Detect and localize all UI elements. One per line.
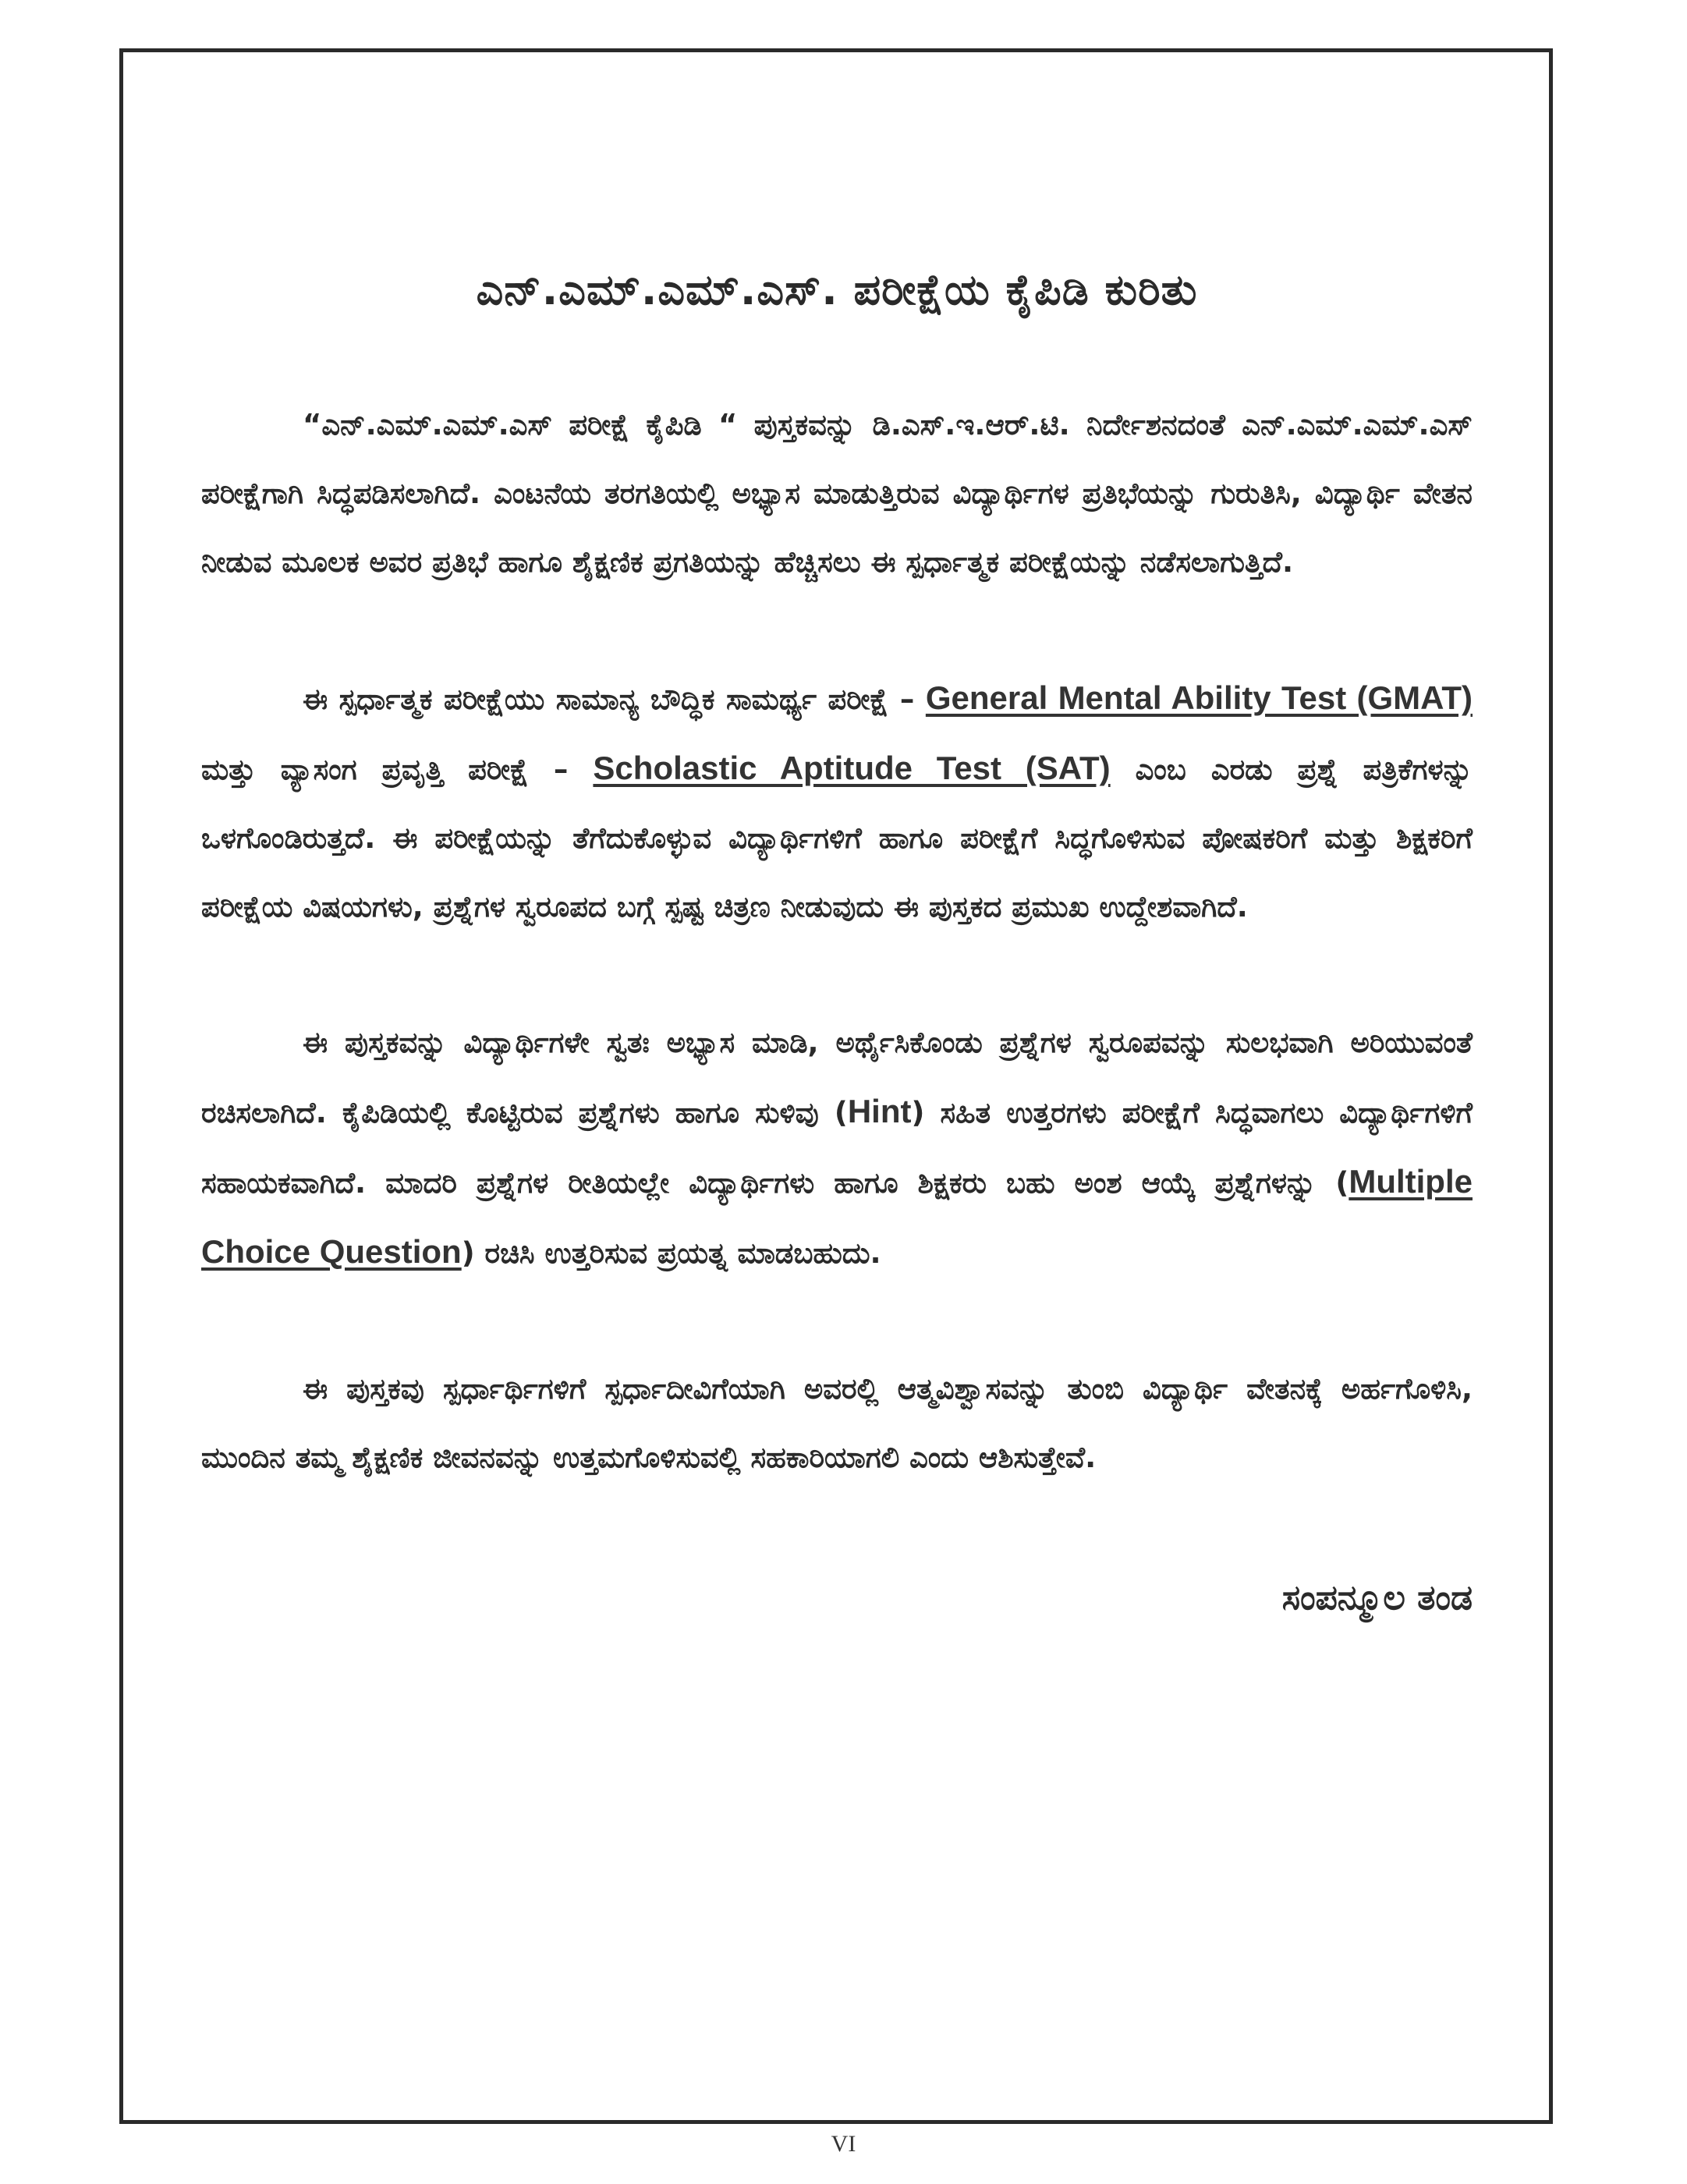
paragraph-2-text-1: ಈ ಸ್ಪರ್ಧಾತ್ಮಕ ಪರೀಕ್ಷೆಯು ಸಾಮಾನ್ಯ ಬೌದ್ಧಿಕ ಸಾಮರ್ಥ್ಯ ಪರೀಕ್ಷೆ – <box>303 682 926 716</box>
signature: ಸಂಪನ್ಮೂಲ ತಂಡ <box>1281 1577 1473 1618</box>
paragraph-3 <box>201 1009 1473 1288</box>
paragraph-4: ಈ ಪುಸ್ತಕವು ಸ್ಪರ್ಧಾರ್ಥಿಗಳಿಗೆ ಸ್ಪರ್ಧಾದೀವಿಗೆಯಾಗಿ ಅವರಲ್ಲಿ ಆತ್ಮವಿಶ್ವಾಸವನ್ನು ತುಂಬಿ ವಿದ್ಯಾರ್ಥಿ ವೇತನಕ್ಕೆ ಅರ್ಹಗೊಳಿಸಿ, ಮುಂದಿನ ತಮ್ಮ ಶೈಕ್ಷಣಿಕ ಜೀವನವನ್ನು ಉತ್ತಮಗೊಳಿಸುವಲ್ಲಿ ಸಹಕಾರಿಯಾಗಲಿ ಎಂದು ಆಶಿಸುತ್ತೇವೆ. <box>201 1371 1473 1474</box>
paragraph-3-text-2: ) ಸಹಿತ ಉತ್ತರಗಳು ಪರೀಕ್ಷೆಗೆ ಸಿದ್ಧವಾಗಲು ವಿದ್ಯಾರ್ಥಿಗಳಿಗೆ ಸಹಾಯಕವಾಗಿದೆ. ಮಾದರಿ ಪ್ರಶ್ನೆಗಳ ರೀತಿಯಲ್ಲೇ ವಿದ್ಯಾರ್ಥಿಗಳು ಹಾಗೂ ಶಿಕ್ಷಕರು ಬಹು ಅಂಶ ಆಯ್ಕೆ ಪ್ರಶ್ನೆಗಳನ್ನು ( <box>201 1095 1473 1200</box>
page-title: ಎನ್.ಎಮ್.ಎಮ್.ಎಸ್. ಪರೀಕ್ಷೆಯ ಕೈಪಿಡಿ ಕುರಿತು <box>476 265 1198 314</box>
paragraph-3-text-3: ) ರಚಿಸಿ ಉತ್ತರಿಸುವ ಪ್ರಯತ್ನ ಮಾಡಬಹುದು. <box>461 1236 881 1270</box>
sat-term: Scholastic Aptitude Test (SAT) <box>593 749 1111 786</box>
hint-term: Hint <box>847 1092 912 1129</box>
paragraph-1: “ಎನ್.ಎಮ್.ಎಮ್.ಎಸ್ ಪರೀಕ್ಷೆ ಕೈಪಿಡಿ “ ಪುಸ್ತಕವನ್ನು ಡಿ.ಎಸ್.ಇ.ಆರ್.ಟಿ. ನಿರ್ದೇಶನದಂತೆ ಎನ್.ಎಮ್.ಎಮ್.ಎಸ್ ಪರೀಕ್ಷೆಗಾಗಿ ಸಿದ್ಧಪಡಿಸಲಾಗಿದೆ. ಎಂಟನೆಯ ತರಗತಿಯಲ್ಲಿ ಅಭ್ಯಾಸ ಮಾಡುತ್ತಿರುವ ವಿದ್ಯಾರ್ಥಿಗಳ ಪ್ರತಿಭೆಯನ್ನು ಗುರುತಿಸಿ, ವಿದ್ಯಾರ್ಥಿ ವೇತನ ನೀಡುವ ಮೂಲಕ ಅವರ ಪ್ರತಿಭೆ ಹಾಗೂ ಶೈಕ್ಷಣಿಕ ಪ್ರಗತಿಯನ್ನು ಹೆಚ್ಚಿಸಲು ಈ ಸ್ಪರ್ಧಾತ್ಮಕ ಪರೀಕ್ಷೆಯನ್ನು ನಡೆಸಲಾಗುತ್ತಿದೆ. <box>201 407 1473 579</box>
paragraph-3-text-1: ಈ ಪುಸ್ತಕವನ್ನು ವಿದ್ಯಾರ್ಥಿಗಳೇ ಸ್ವತಃ ಅಭ್ಯಾಸ ಮಾಡಿ, ಅರ್ಥೈಸಿಕೊಂಡು ಪ್ರಶ್ನೆಗಳ ಸ್ವರೂಪವನ್ನು ಸುಲಭವಾಗಿ ಅರಿಯುವಂತೆ ರಚಿಸಲಾಗಿದೆ. ಕೈಪಿಡಿಯಲ್ಲಿ ಕೊಟ್ಟಿರುವ ಪ್ರಶ್ನೆಗಳು ಹಾಗೂ ಸುಳಿವು ( <box>201 1025 1473 1129</box>
paragraph-2 <box>201 664 1473 941</box>
paragraph-2-text-2: ಮತ್ತು ವ್ಯಾಸಂಗ ಪ್ರವೃತ್ತಿ ಪರೀಕ್ಷೆ – <box>201 752 594 786</box>
page-number: VI <box>831 2131 856 2157</box>
mcq-term: Multiple Choice Question <box>201 1162 1473 1270</box>
gmat-term: General Mental Ability Test (GMAT) <box>925 679 1473 716</box>
paragraph-2-text-3: ಎಂಬ ಎರಡು ಪ್ರಶ್ನೆ ಪತ್ರಿಕೆಗಳನ್ನು ಒಳಗೊಂಡಿರುತ್ತದೆ. ಈ ಪರೀಕ್ಷೆಯನ್ನು ತೆಗೆದುಕೊಳ್ಳುವ ವಿದ್ಯಾರ್ಥಿಗಳಿಗೆ ಹಾಗೂ ಪರೀಕ್ಷೆಗೆ ಸಿದ್ಧಗೊಳಿಸುವ ಪೋಷಕರಿಗೆ ಮತ್ತು ಶಿಕ್ಷಕರಿಗೆ ಪರೀಕ್ಷೆಯ ವಿಷಯಗಳು, ಪ್ರಶ್ನೆಗಳ ಸ್ವರೂಪದ ಬಗ್ಗೆ ಸ್ಪಷ್ಟ ಚಿತ್ರಣ ನೀಡುವುದು ಈ ಪುಸ್ತಕದ ಪ್ರಮುಖ ಉದ್ದೇಶವಾಗಿದೆ. <box>201 752 1473 924</box>
document-body <box>201 265 1473 1618</box>
